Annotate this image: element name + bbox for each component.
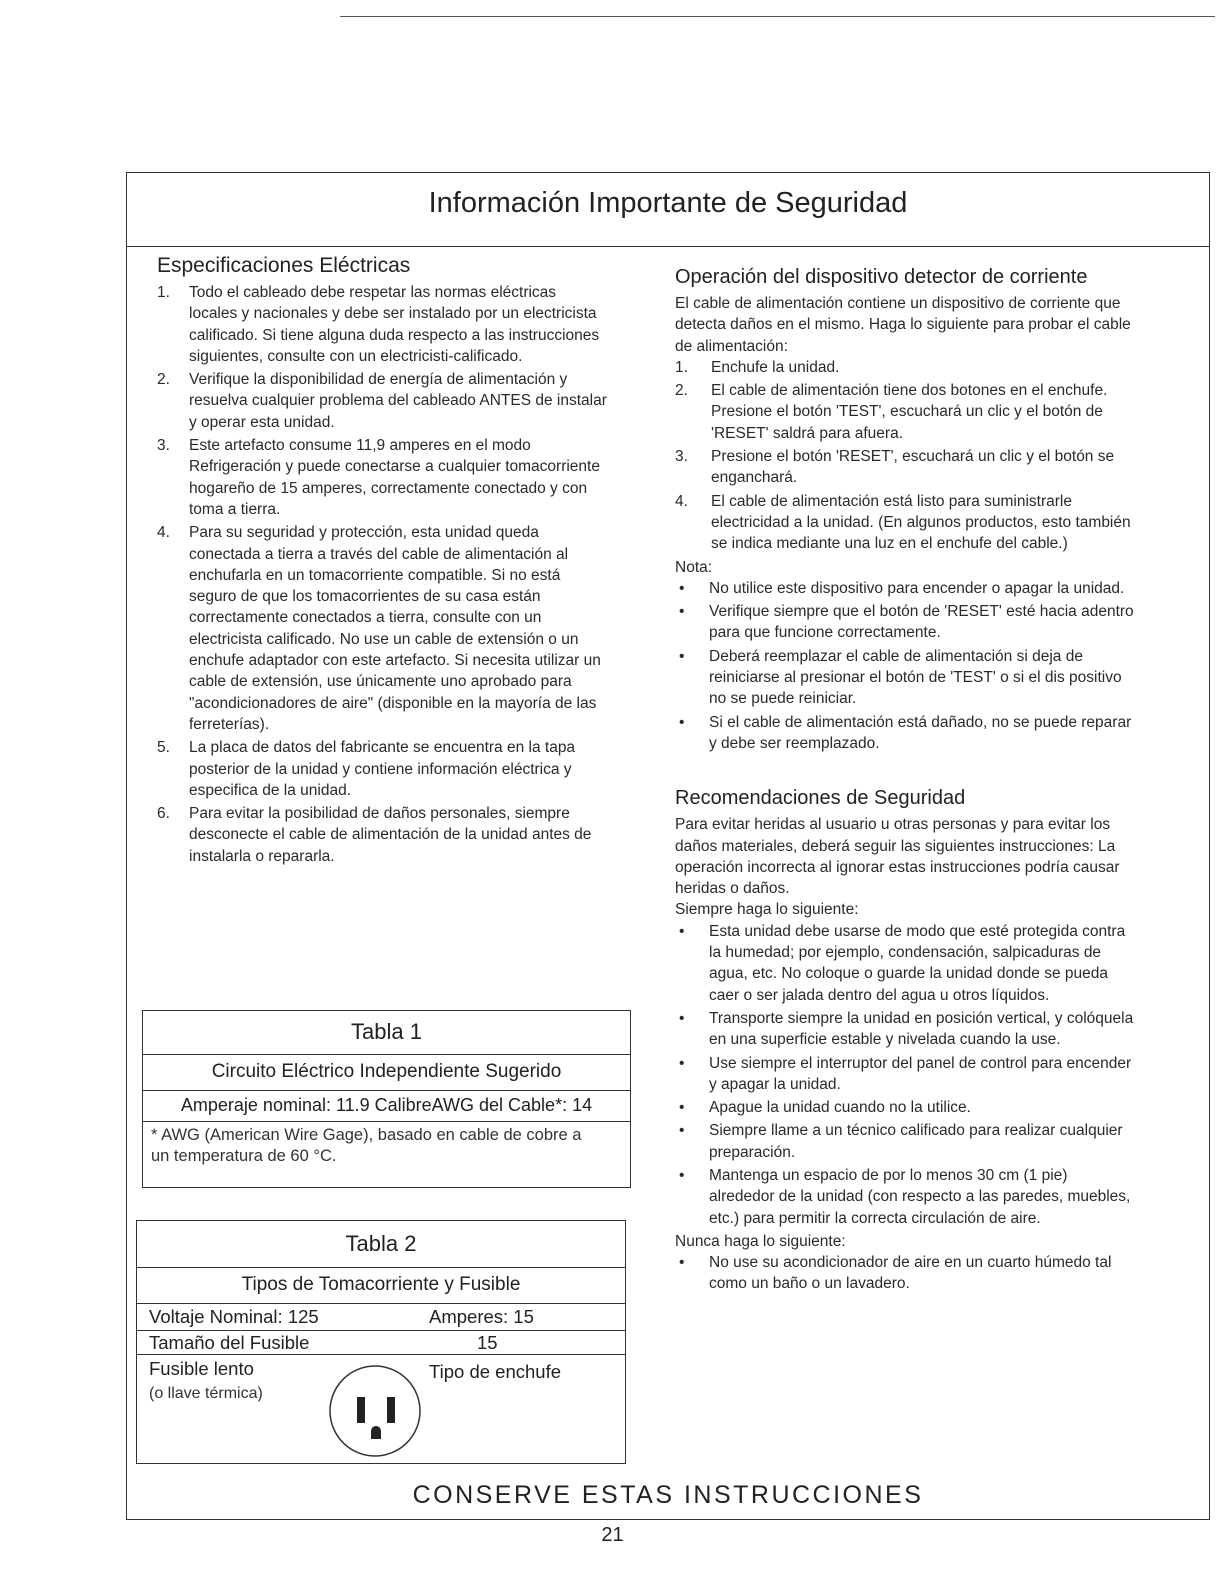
- list-item: 3. Este artefacto consume 11,9 amperes en el modo Refrigeración y puede conectarse a cualquier tomacorriente hogareño de 15 amperes, correctamente conectado y con toma a tierra.: [157, 437, 600, 518]
- bullet-icon: •: [679, 603, 685, 621]
- table-1-title-row: [143, 1011, 630, 1055]
- electrical-heading: Especificaciones Eléctricas: [157, 254, 411, 277]
- table-1: [142, 1010, 631, 1188]
- table-1-amperage-row: [143, 1091, 630, 1122]
- left-column: [157, 253, 607, 869]
- list-item: 4. El cable de alimentación está listo para suministrarle electricidad a la unidad. (En algunos productos, esto también se indica mediante una luz en el enchufe del cable.): [675, 492, 1131, 553]
- list-item: 3. Presione el botón 'RESET', escuchará un clic y el botón se enganchará.: [675, 448, 1115, 487]
- page-number: 21: [601, 1524, 624, 1546]
- list-item: • Mantenga un espacio de por lo menos 30 cm (1 pie) alrededor de la unidad (con respecto a las paredes, muebles, etc.) para permitir la correcta circulación de aire.: [679, 1166, 1131, 1227]
- fuse-size-label: Tamaño del Fusible: [149, 1332, 310, 1353]
- bullet-icon: •: [679, 922, 685, 940]
- table-2-fuse-row: [137, 1331, 625, 1355]
- footer-title: CONSERVE ESTAS INSTRUCCIONES: [412, 1481, 924, 1509]
- always-list: [675, 921, 1135, 1229]
- electrical-list: [157, 282, 607, 867]
- slow-fuse-label: Fusible lento: [149, 1358, 254, 1379]
- bullet-icon: •: [679, 579, 685, 597]
- note-label: Nota:: [675, 558, 713, 576]
- table-2-title: Tabla 2: [345, 1231, 417, 1256]
- plug-type-label: Tipo de enchufe: [429, 1361, 561, 1382]
- list-item: • No use su acondicionador de aire en un cuarto húmedo tal como un baño o un lavadero.: [679, 1254, 1112, 1293]
- bullet-icon: •: [679, 647, 685, 665]
- bullet-icon: •: [679, 1254, 685, 1272]
- safety-info-frame: [126, 172, 1210, 1520]
- list-item: 2. Verifique la disponibilidad de energía de alimentación y resuelva cualquier problema del cableado ANTES de instalar y operar esta unidad.: [157, 371, 607, 431]
- never-label: Nunca haga lo siguiente:: [675, 1232, 846, 1250]
- title-bar: [127, 173, 1209, 247]
- table-2-subtitle: Tipos de Tomacorriente y Fusible: [241, 1274, 521, 1295]
- list-item: 1. Todo el cableado debe respetar las normas eléctricas locales y nacionales y debe ser instalado por un electricista calificado. Si tiene alguna duda respecto a las instrucciones siguientes, consulte con un electricisti-calificado.: [157, 284, 600, 365]
- bullet-icon: •: [679, 1166, 685, 1184]
- list-item: • Use siempre el interruptor del panel de control para encender y apagar la unidad.: [679, 1054, 1132, 1093]
- detector-steps: [675, 357, 1135, 555]
- right-column: [675, 265, 1135, 1297]
- bullet-icon: •: [679, 713, 685, 731]
- list-item: • Esta unidad debe usarse de modo que esté protegida contra la humedad; por ejemplo, condensación, salpicaduras de agua, etc. No coloque o guarde la unidad donde se pueda caer o ser jalada dentro del agua u otros líquidos.: [679, 922, 1126, 1004]
- bullet-icon: •: [679, 1009, 685, 1027]
- detector-notes: [675, 578, 1135, 754]
- table-2-voltage-row: [137, 1304, 625, 1331]
- detector-heading: Operación del dispositivo detector de corriente: [675, 266, 1088, 288]
- bullet-icon: •: [679, 1054, 685, 1072]
- outlet-icon: [325, 1361, 425, 1461]
- page-title: Información Importante de Seguridad: [428, 187, 908, 219]
- table-2: [136, 1220, 626, 1464]
- table-1-subtitle-row: [143, 1055, 630, 1091]
- table-2-title-row: [137, 1221, 625, 1268]
- list-item: 2. El cable de alimentación tiene dos botones en el enchufe. Presione el botón 'TEST', escuchará un clic y el botón de 'RESET' saldrá para afuera.: [675, 382, 1108, 442]
- never-list: [675, 1252, 1135, 1295]
- detector-intro: El cable de alimentación contiene un dispositivo de corriente que detecta daños en el mismo. Haga lo siguiente para probar el cable de alimentación:: [675, 295, 1131, 355]
- list-item: 5. La placa de datos del fabricante se encuentra en la tapa posterior de la unidad y contiene información eléctrica y especifica de la unidad.: [157, 739, 576, 799]
- list-item: • Si el cable de alimentación está dañado, no se puede reparar y debe ser reemplazado.: [679, 713, 1132, 752]
- list-item: • No utilice este dispositivo para encender o apagar la unidad.: [675, 578, 1135, 599]
- bullet-icon: •: [679, 1122, 685, 1140]
- safety-heading: Recomendaciones de Seguridad: [675, 787, 966, 810]
- list-item: 6. Para evitar la posibilidad de daños personales, siempre desconecte el cable de alimentación de la unidad antes de instalarla o repararla.: [157, 805, 592, 865]
- table-1-title: Tabla 1: [351, 1019, 422, 1044]
- list-item: • Verifique siempre que el botón de 'RESET' esté hacia adentro para que funcione correctamente.: [679, 603, 1134, 642]
- bullet-icon: •: [679, 1099, 685, 1117]
- list-item: 1. Enchufe la unidad.: [675, 358, 840, 376]
- top-rule: [340, 16, 1215, 17]
- safety-intro: Para evitar heridas al usuario u otras personas y para evitar los daños materiales, deberá seguir las siguientes instrucciones: La operación incorrecta al ignorar estas instrucciones podría causar heridas o daños.: [675, 816, 1120, 898]
- table-1-subtitle: Circuito Eléctrico Independiente Sugerido: [211, 1061, 562, 1082]
- fuse-size-value: 15: [477, 1332, 498, 1353]
- list-item: 4. Para su seguridad y protección, esta unidad queda conectada a tierra a través del cable de alimentación al enchufarla en un tomacorriente compatible. Si no está seguro de que los tomacorrientes de su casa están correctamente conectados a tierra, consulte con un electricista calificado. No use un cable de extensión o un enchufe adaptador con este artefacto. Si necesita utilizar un cable de extensión, use únicamente uno aprobado para "acondicionadores de aire" (disponible en la mayoría de las ferreterías).: [157, 524, 601, 733]
- table-1-amperage: Amperaje nominal: 11.9 CalibreAWG del Cable*: 14: [180, 1095, 593, 1115]
- amperes-label: Amperes: 15: [429, 1306, 534, 1327]
- list-item: • Deberá reemplazar el cable de alimentación si deja de reiniciarse al presionar el botón de 'TEST' o si el dis positivo no se puede reiniciar.: [679, 647, 1122, 708]
- table-1-footnote: * AWG (American Wire Gage), basado en cable de cobre a un temperatura de 60 °C.: [151, 1126, 582, 1165]
- list-item: • Apague la unidad cuando no la utilice.: [675, 1097, 1135, 1118]
- voltage-label: Voltaje Nominal: 125: [149, 1306, 319, 1327]
- table-2-subtitle-row: [137, 1268, 625, 1304]
- list-item: • Transporte siempre la unidad en posición vertical, y colóquela en una superficie estable y nivelada cuando la use.: [679, 1009, 1134, 1049]
- thermal-key-label: (o llave térmica): [149, 1385, 263, 1402]
- list-item: • Siempre llame a un técnico calificado para realizar cualquier preparación.: [679, 1122, 1123, 1161]
- always-label: Siempre haga lo siguiente:: [675, 901, 859, 919]
